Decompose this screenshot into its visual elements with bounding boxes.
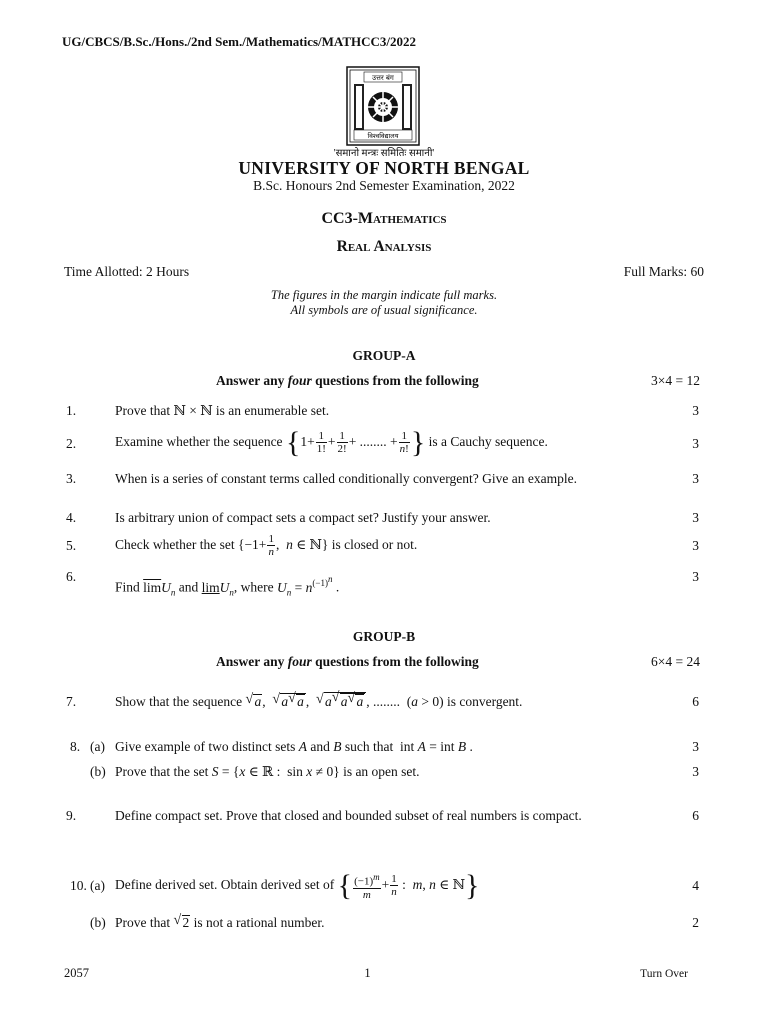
svg-text:उत्तर बंग: उत्तर बंग xyxy=(372,74,394,82)
question-number: 5. xyxy=(66,538,77,553)
question-marks: 3 xyxy=(692,436,699,451)
note-margin: The figures in the margin indicate full marks. xyxy=(270,288,498,302)
question-marks: 3 xyxy=(692,739,699,754)
question-number: 4. xyxy=(66,510,77,525)
sets-a-b-expression: A and B such that int A = int B . xyxy=(298,739,473,754)
question-text: Show that the sequence √ a, √ a √ a , √ a √ a √ a , ........ (a > 0) is convergent. xyxy=(115,692,619,712)
exam-title: B.Sc. Honours 2nd Semester Examination, 2022 xyxy=(253,178,515,193)
group-a-title: GROUP-A xyxy=(352,348,416,363)
group-b-title: GROUP-B xyxy=(352,629,416,644)
question-text: Examine whether the sequence {1+ $\frac{1}{1!}$ + $\frac{1}{2!}$ + ........ + $\frac{1}{n!}$ } is a Cauchy sequence. xyxy=(115,425,548,459)
question-marks: 3 xyxy=(692,569,699,584)
footer-code: 2057 xyxy=(64,966,89,980)
university-name: UNIVERSITY OF NORTH BENGAL xyxy=(238,158,530,178)
group-a-score: 3×4 = 12 xyxy=(651,373,700,388)
question-text: When is a series of constant terms called conditionally convergent? Give an example. xyxy=(115,471,577,486)
question-marks: 3 xyxy=(692,764,699,779)
motto: 'समानो मन्त्रः समितिः समानी' xyxy=(333,148,435,159)
derived-set-expression: { $\frac{(-1)^m}{m}$ + $\frac{1}{n}$ : m, n ∈ ℕ} xyxy=(337,868,480,902)
question-text: Prove that the set S = {x ∈ ℝ : sin x ≠ 0} is an open set. xyxy=(115,764,420,779)
question-text: Define derived set. Obtain derived set of { $\frac{(-1)^m}{m}$ + $\frac{1}{n}$ : m, n ∈ ℕ} xyxy=(115,868,480,902)
question-number: 9. xyxy=(66,808,77,823)
group-a-instruction: Answer any four questions from the following xyxy=(216,373,479,388)
question-marks: 2 xyxy=(692,915,699,930)
time-allotted: Time Allotted: 2 Hours xyxy=(64,264,190,279)
paper-code: UG/CBCS/B.Sc./Hons./2nd Sem./Mathematics/MATHCC3/2022 xyxy=(62,34,417,49)
question-text: Prove that √ 2 is not a rational number. xyxy=(115,913,619,933)
group-b-instruction: Answer any four questions from the following xyxy=(216,654,479,669)
question-number: 7. xyxy=(66,694,77,709)
university-logo xyxy=(346,66,420,146)
question-marks: 3 xyxy=(692,471,699,486)
question-number: 3. xyxy=(66,471,77,486)
open-set-expression: S = {x ∈ ℝ : sin x ≠ 0} xyxy=(211,764,340,779)
question-marks: 3 xyxy=(692,510,699,525)
sequence-definition: $U_n = n^{(-1)^n}$ xyxy=(277,574,333,598)
page-number: 1 xyxy=(364,966,371,980)
svg-text:विश्वविद्यालय: विश्वविद्यालय xyxy=(367,132,399,140)
set-expression: {−1+ $\frac{1}{n}$ , n ∈ ℕ} xyxy=(237,533,329,559)
question-text: Find $\overline{lim}U_n$ and limU$_n$, where $U_n = n^{(-1)^n}$ . xyxy=(115,574,340,598)
question-marks: 4 xyxy=(692,878,699,893)
sqrt-two-expression: √ 2 xyxy=(174,915,191,930)
question-number: 6. xyxy=(66,569,77,584)
question-sub-label: (b) xyxy=(90,764,106,779)
question-text: Is arbitrary union of compact sets a compact set? Justify your answer. xyxy=(115,510,491,525)
question-marks: 3 xyxy=(692,538,699,553)
question-number: 2. xyxy=(66,436,77,451)
question-sub-label: (b) xyxy=(90,915,106,930)
question-text: Give example of two distinct sets A and B such that int A = int B . xyxy=(115,739,473,754)
question-text: Define compact set. Prove that closed and bounded subset of real numbers is compact. xyxy=(115,808,582,823)
paper-title: Real Analysis xyxy=(336,238,432,255)
nested-root-sequence: √ a, √ a √ a , √ a √ a √ a , ........ (a > 0) xyxy=(245,694,443,709)
cauchy-sequence-expression: {1+ $\frac{1}{1!}$ + $\frac{1}{2!}$ + ........ + $\frac{1}{n!}$ } xyxy=(285,425,426,459)
question-marks: 6 xyxy=(692,808,699,823)
turn-over: Turn Over xyxy=(640,968,688,980)
question-marks: 3 xyxy=(692,403,699,418)
limsup-expression: $\overline{lim}U_n$ xyxy=(143,579,176,598)
question-text: Prove that ℕ × ℕ is an enumerable set. xyxy=(115,403,330,418)
question-sub-label: (a) xyxy=(90,739,105,754)
question-text: Check whether the set {−1+ $\frac{1}{n}$ , n ∈ ℕ} is closed or not. xyxy=(115,533,418,559)
question-marks: 6 xyxy=(692,694,699,709)
note-symbols: All symbols are of usual significance. xyxy=(290,303,478,317)
question-number: 1. xyxy=(66,403,77,418)
question-sub-label: (a) xyxy=(90,878,105,893)
full-marks: Full Marks: 60 xyxy=(623,264,704,279)
question-number: 8. xyxy=(70,739,81,754)
liminf-expression: limU$_n$ xyxy=(201,579,234,598)
subject-title: CC3-Mathematics xyxy=(321,210,447,227)
question-number: 10. xyxy=(70,878,87,893)
group-b-score: 6×4 = 24 xyxy=(651,654,700,669)
